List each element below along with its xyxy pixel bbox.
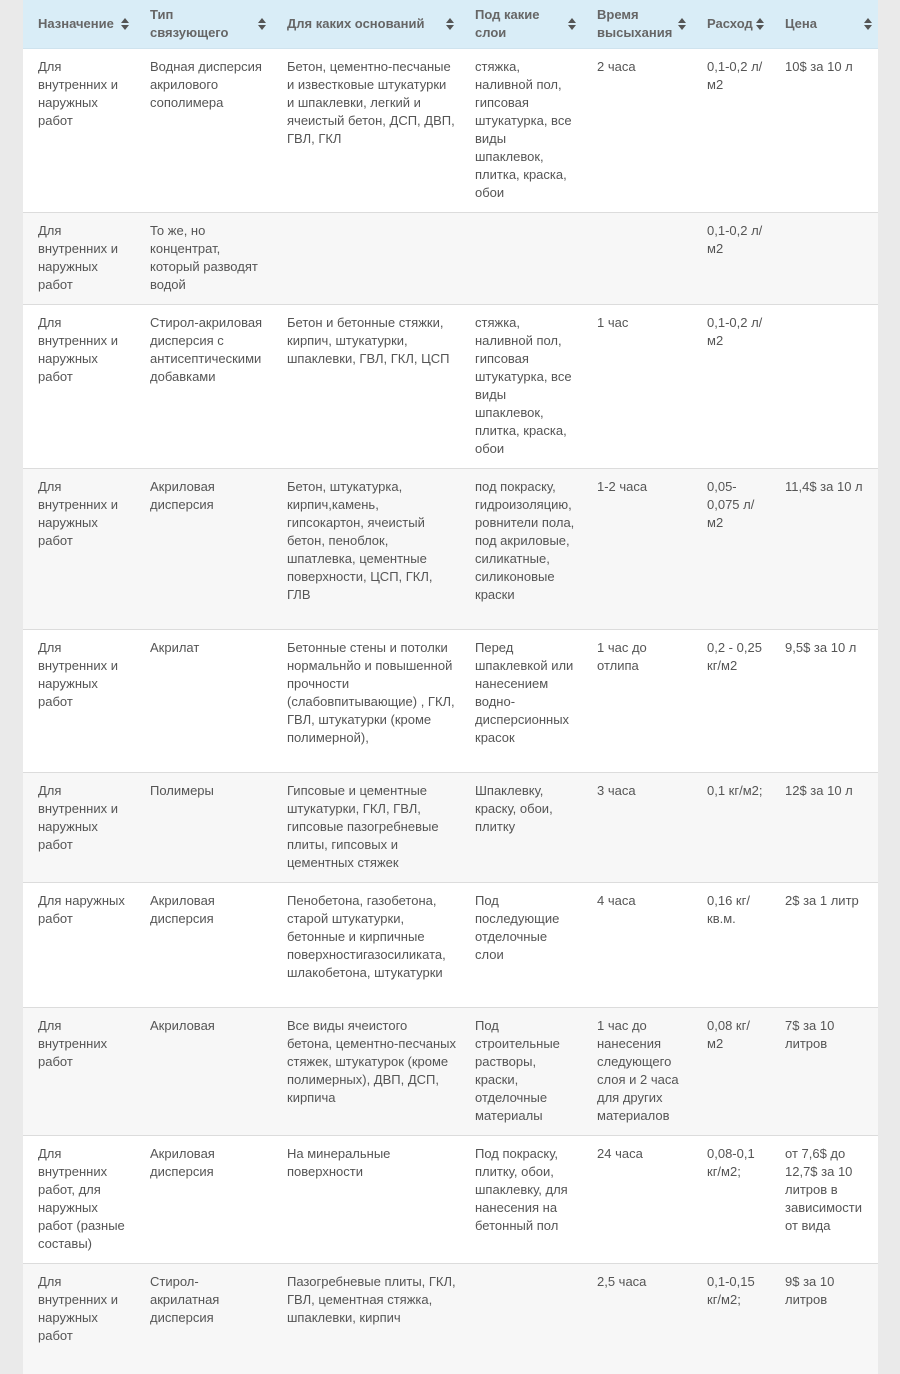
table-cell: Для внутренних и наружных работ bbox=[23, 305, 135, 469]
table-cell: 1 час до отлипа bbox=[582, 630, 692, 773]
table-cell bbox=[460, 213, 582, 305]
table-cell: Акрилат bbox=[135, 630, 272, 773]
table-cell: Для наружных работ bbox=[23, 883, 135, 1008]
table-cell bbox=[460, 1264, 582, 1374]
table-cell: стяжка, наливной пол, гипсовая штукатурка, все виды шпаклевок, плитка, краска, обои bbox=[460, 305, 582, 469]
column-header-substrates[interactable] bbox=[272, 0, 460, 49]
table-cell: Для внутренних и наружных работ bbox=[23, 630, 135, 773]
table-cell: Бетон, цементно-песчаные и известковые штукатурки и шпаклевки, легкий и ячеистый бетон, ДСП, ДВП, ГВЛ, ГКЛ bbox=[272, 49, 460, 213]
table-cell: от 7,6$ до 12,7$ за 10 литров в зависимости от вида bbox=[770, 1136, 878, 1264]
table-cell: 11,4$ за 10 л bbox=[770, 469, 878, 630]
column-header-label: Расход bbox=[707, 16, 753, 31]
table-cell: 12$ за 10 л bbox=[770, 773, 878, 883]
table-cell: То же, но концентрат, который разводят водой bbox=[135, 213, 272, 305]
column-header-drying-time[interactable] bbox=[582, 0, 692, 49]
table-cell: Для внутренних и наружных работ bbox=[23, 49, 135, 213]
table-cell: Для внутренних и наружных работ bbox=[23, 213, 135, 305]
table-cell: 2,5 часа bbox=[582, 1264, 692, 1374]
table-cell: Для внутренних и наружных работ bbox=[23, 469, 135, 630]
table-cell: 0,16 кг/кв.м. bbox=[692, 883, 770, 1008]
table-cell: Стирол-акриловая дисперсия с антисептическими добавками bbox=[135, 305, 272, 469]
table-cell bbox=[770, 305, 878, 469]
table-cell: 0,1-0,2 л/м2 bbox=[692, 49, 770, 213]
sort-icon[interactable] bbox=[567, 16, 577, 32]
table-header-row bbox=[23, 0, 878, 49]
table-cell: Бетон, штукатурка, кирпич,камень, гипсокартон, ячеистый бетон, пеноблок, шпатлевка, цементные поверхности, ЦСП, ГКЛ, ГЛВ bbox=[272, 469, 460, 630]
table-cell: 9,5$ за 10 л bbox=[770, 630, 878, 773]
table-cell bbox=[770, 213, 878, 305]
column-header-price[interactable] bbox=[770, 0, 878, 49]
primer-comparison-table bbox=[23, 0, 878, 1374]
table-row bbox=[23, 883, 878, 1008]
sort-icon[interactable] bbox=[863, 16, 873, 32]
table-cell: 0,05-0,075 л/м2 bbox=[692, 469, 770, 630]
table-cell: Все виды ячеистого бетона, цементно-песчаных стяжек, штукатурок (кроме полимерных), ДВП, ДСП, кирпича bbox=[272, 1008, 460, 1136]
table-cell: 24 часа bbox=[582, 1136, 692, 1264]
table-row bbox=[23, 1136, 878, 1264]
table-row bbox=[23, 1264, 878, 1374]
table-cell: Акриловая дисперсия bbox=[135, 883, 272, 1008]
table-cell: 4 часа bbox=[582, 883, 692, 1008]
table-cell: Водная дисперсия акрилового сополимера bbox=[135, 49, 272, 213]
column-header-label: Для каких оснований bbox=[287, 16, 425, 31]
column-header-binder-type[interactable] bbox=[135, 0, 272, 49]
table-cell: Акриловая дисперсия bbox=[135, 469, 272, 630]
table-cell: 0,1 кг/м2; bbox=[692, 773, 770, 883]
table-row bbox=[23, 469, 878, 630]
column-header-label: Время высыхания bbox=[597, 7, 673, 40]
table-cell: Акриловая дисперсия bbox=[135, 1136, 272, 1264]
table-cell bbox=[582, 213, 692, 305]
table-cell: Пазогребневые плиты, ГКЛ, ГВЛ, цементная стяжка, шпаклевки, кирпич bbox=[272, 1264, 460, 1374]
column-header-label: Назначение bbox=[38, 16, 114, 31]
table-cell: Шпаклевку, краску, обои, плитку bbox=[460, 773, 582, 883]
table-row bbox=[23, 773, 878, 883]
table-cell: 3 часа bbox=[582, 773, 692, 883]
column-header-layers[interactable] bbox=[460, 0, 582, 49]
table-cell: стяжка, наливной пол, гипсовая штукатурка, все виды шпаклевок, плитка, краска, обои bbox=[460, 49, 582, 213]
table-row bbox=[23, 213, 878, 305]
table-cell: 1-2 часа bbox=[582, 469, 692, 630]
table-cell: Для внутренних и наружных работ bbox=[23, 773, 135, 883]
sort-icon[interactable] bbox=[677, 16, 687, 32]
table-cell: Перед шпаклевкой или нанесением водно-дисперсионных красок bbox=[460, 630, 582, 773]
column-header-label: Под какие слои bbox=[475, 7, 540, 40]
table-cell: 10$ за 10 л bbox=[770, 49, 878, 213]
table-cell: Под строительные растворы, краски, отделочные материалы bbox=[460, 1008, 582, 1136]
table-cell: под покраску, гидроизоляцию, ровнители пола, под акриловые, силикатные, силиконовые краски bbox=[460, 469, 582, 630]
table-cell: Акриловая bbox=[135, 1008, 272, 1136]
column-header-consumption[interactable] bbox=[692, 0, 770, 49]
sort-icon[interactable] bbox=[445, 16, 455, 32]
table-cell: 7$ за 10 литров bbox=[770, 1008, 878, 1136]
table-cell: Для внутренних работ, для наружных работ (разные составы) bbox=[23, 1136, 135, 1264]
table-cell: Полимеры bbox=[135, 773, 272, 883]
table-row bbox=[23, 630, 878, 773]
sort-icon[interactable] bbox=[120, 16, 130, 32]
table-row bbox=[23, 305, 878, 469]
table-cell: 2 часа bbox=[582, 49, 692, 213]
table-cell: 0,1-0,15 кг/м2; bbox=[692, 1264, 770, 1374]
table-cell: Стирол-акрилатная дисперсия bbox=[135, 1264, 272, 1374]
table-cell: Гипсовые и цементные штукатурки, ГКЛ, ГВЛ, гипсовые пазогребневые плиты, гипсовых и цементных стяжек bbox=[272, 773, 460, 883]
table-cell: Под последующие отделочные слои bbox=[460, 883, 582, 1008]
table-cell: 1 час до нанесения следующего слоя и 2 часа для других материалов bbox=[582, 1008, 692, 1136]
table-cell: 0,1-0,2 л/м2 bbox=[692, 305, 770, 469]
table-cell: 0,1-0,2 л/м2 bbox=[692, 213, 770, 305]
table-cell: 1 час bbox=[582, 305, 692, 469]
table-cell: 9$ за 10 литров bbox=[770, 1264, 878, 1374]
table-cell: Для внутренних работ bbox=[23, 1008, 135, 1136]
table-cell: 0,2 - 0,25 кг/м2 bbox=[692, 630, 770, 773]
table-cell: 0,08-0,1 кг/м2; bbox=[692, 1136, 770, 1264]
table-cell bbox=[272, 213, 460, 305]
table-cell: Бетонные стены и потолки нормальнйо и повышенной прочности (слабовпитывающие) , ГКЛ, ГВЛ, штукатурки (кроме полимерной), bbox=[272, 630, 460, 773]
table-row bbox=[23, 49, 878, 213]
table-cell: На минеральные поверхности bbox=[272, 1136, 460, 1264]
table-cell: Под покраску, плитку, обои, шпаклевку, для нанесения на бетонный пол bbox=[460, 1136, 582, 1264]
column-header-label: Цена bbox=[785, 16, 817, 31]
column-header-label: Тип связующего bbox=[150, 7, 229, 40]
sort-icon[interactable] bbox=[257, 16, 267, 32]
table-cell: Для внутренних и наружных работ bbox=[23, 1264, 135, 1374]
table-cell: Бетон и бетонные стяжки, кирпич, штукатурки, шпаклевки, ГВЛ, ГКЛ, ЦСП bbox=[272, 305, 460, 469]
page bbox=[23, 0, 878, 1361]
table-cell: 0,08 кг/м2 bbox=[692, 1008, 770, 1136]
column-header-purpose[interactable] bbox=[23, 0, 135, 49]
table-row bbox=[23, 1008, 878, 1136]
table-cell: Пенобетона, газобетона, старой штукатурки, бетонные и кирпичные поверхностигазосиликата, шлакобетона, штукатурки bbox=[272, 883, 460, 1008]
sort-icon[interactable] bbox=[755, 16, 765, 32]
table-cell: 2$ за 1 литр bbox=[770, 883, 878, 1008]
